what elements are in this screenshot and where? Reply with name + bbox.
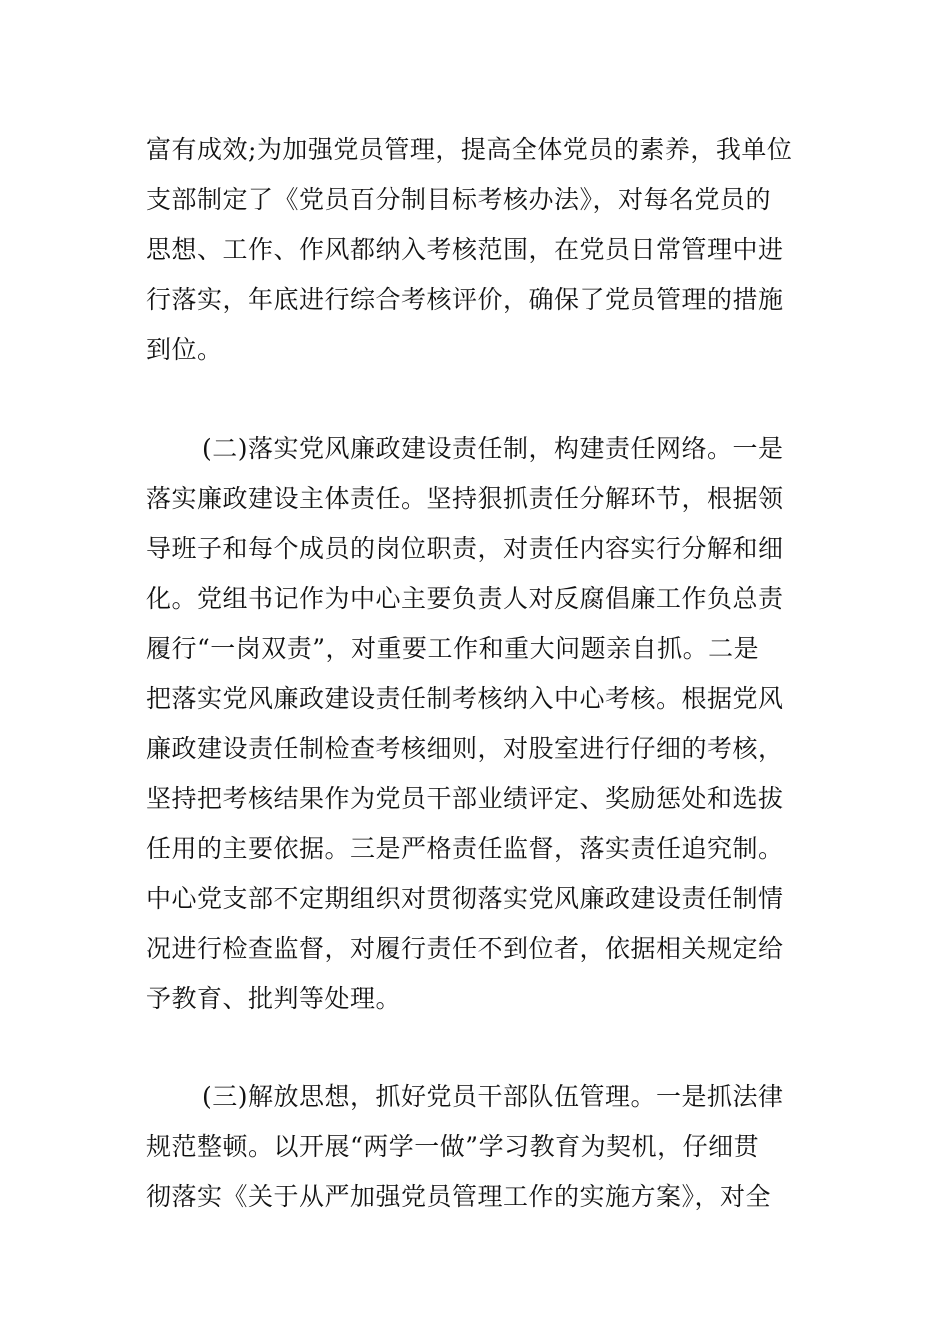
- paragraph-line: 履行“一岗双责”，对重要工作和重大问题亲自抓。二是: [146, 634, 760, 663]
- paragraph-2: [146, 424, 810, 1024]
- paragraph-line: 支部制定了《党员百分制目标考核办法》，对每名党员的: [146, 185, 772, 214]
- paragraph-line: (二)落实党风廉政建设责任制，构建责任网络。一是: [202, 434, 784, 463]
- paragraph-line: 落实廉政建设主体责任。坚持狠抓责任分解环节，根据领: [146, 484, 784, 513]
- paragraph-line: 彻落实《关于从严加强党员管理工作的实施方案》，对全: [146, 1182, 772, 1211]
- paragraph-line: 况进行检查监督，对履行责任不到位者，依据相关规定给: [146, 934, 784, 963]
- paragraph-line: 化。党组书记作为中心主要负责人对反腐倡廉工作负总责: [146, 584, 784, 613]
- paragraph-line: 坚持把考核结果作为党员干部业绩评定、奖励惩处和选拔: [146, 784, 784, 813]
- paragraph-line: 规范整顿。以开展“两学一做”学习教育为契机，仔细贯: [146, 1132, 760, 1161]
- paragraph-line: 富有成效;为加强党员管理，提高全体党员的素养，我单位: [146, 135, 793, 164]
- paragraph-line: 思想、工作、作风都纳入考核范围，在党员日常管理中进: [146, 235, 784, 264]
- paragraph-1: [146, 125, 810, 375]
- paragraph-line: 行落实，年底进行综合考核评价，确保了党员管理的措施: [146, 285, 784, 314]
- paragraph-line: 予教育、批判等处理。: [146, 984, 402, 1013]
- paragraph-line: 导班子和每个成员的岗位职责，对责任内容实行分解和细: [146, 534, 784, 563]
- paragraph-line: (三)解放思想，抓好党员干部队伍管理。一是抓法律: [202, 1082, 784, 1111]
- paragraph-line: 把落实党风廉政建设责任制考核纳入中心考核。根据党风: [146, 684, 784, 713]
- paragraph-line: 任用的主要依据。三是严格责任监督，落实责任追究制。: [146, 834, 784, 863]
- paragraph-line: 中心党支部不定期组织对贯彻落实党风廉政建设责任制情: [146, 884, 784, 913]
- paragraph-line: 到位。: [146, 335, 223, 364]
- paragraph-line: 廉政建设责任制检查考核细则，对股室进行仔细的考核，: [146, 734, 784, 763]
- paragraph-3: [146, 1072, 810, 1222]
